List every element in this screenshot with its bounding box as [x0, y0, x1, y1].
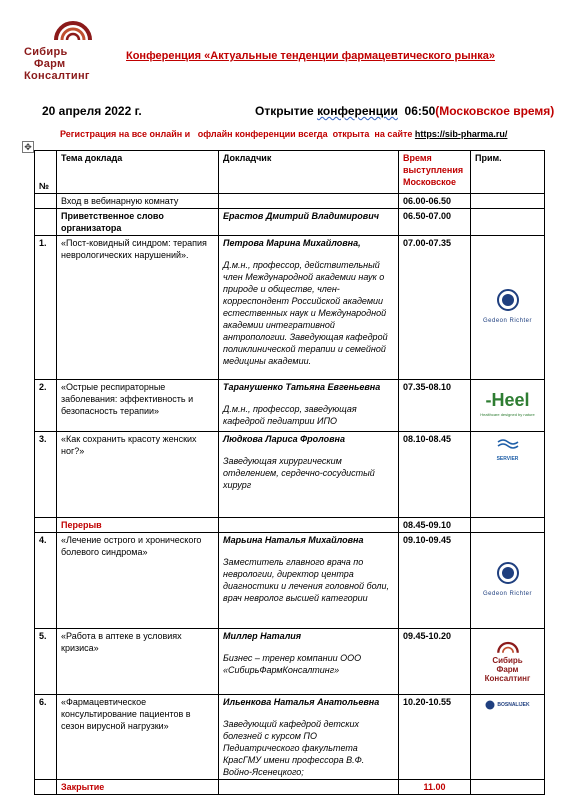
opening-line	[255, 104, 554, 118]
table-move-handle-icon[interactable]: ✥	[22, 141, 34, 153]
table-row	[35, 533, 545, 629]
header-num: №	[35, 151, 57, 194]
row-topic: «Фармацевтическое консультирование пациентов в сезон вирусной нагрузки»	[57, 695, 219, 780]
logo-arcs-icon	[496, 640, 520, 654]
row-time: 10.20-10.55	[399, 695, 471, 780]
sponsor-tagline: Healthcare designed by nature	[480, 411, 535, 417]
row-sponsor	[471, 236, 545, 380]
schedule-table	[34, 150, 545, 795]
bosnalijek-emblem-icon	[485, 700, 495, 710]
small-logo-line1: Сибирь	[492, 655, 523, 665]
speaker-desc: Заведующий кафедрой детских болезней с курсом ПО Педиатрического факультета КрасГМУ имени профессора В.Ф. Войно-Ясенецкого;	[223, 719, 365, 777]
row-time: 09.10-09.45	[399, 533, 471, 629]
row-sponsor	[471, 533, 545, 629]
gedeon-richter-emblem-icon	[496, 288, 520, 312]
header-time: Время выступления Московское	[399, 151, 471, 194]
table-row	[35, 209, 545, 236]
gedeon-richter-logo	[483, 288, 532, 327]
table-row	[35, 380, 545, 432]
gedeon-richter-emblem-icon	[496, 561, 520, 585]
row-topic: «Работа в аптеке в условиях кризиса»	[57, 629, 219, 695]
row-num: 1.	[35, 236, 57, 380]
speaker-name: Миллер Наталия	[223, 631, 302, 641]
row-topic: «Острые респираторные заболевания: эффективность и безопасность терапии»	[57, 380, 219, 432]
speaker-desc: Заведующая хирургическим отделением, сердечно-сосудистый хирург	[223, 456, 375, 490]
table-row	[35, 695, 545, 780]
conference-title: Конференция «Актуальные тенденции фармацевтического рынка»	[126, 50, 496, 62]
sponsor-name: -Heel	[485, 389, 530, 410]
row-speaker	[219, 695, 399, 780]
sponsor-name: BOSNALIJEK	[497, 702, 530, 708]
row-num: 5.	[35, 629, 57, 695]
entry-topic: Вход в вебинарную комнату	[57, 194, 219, 209]
registration-note	[60, 129, 507, 139]
table-row	[35, 194, 545, 209]
small-logo-line3: Консалтинг	[484, 673, 531, 683]
row-topic: «Лечение острого и хронического болевого синдрома»	[57, 533, 219, 629]
speaker-desc: Бизнес – тренер компании ООО «СибирьФармКонсалтинг»	[223, 653, 362, 675]
row-time: 09.45-10.20	[399, 629, 471, 695]
row-sponsor	[471, 432, 545, 518]
row-num: 3.	[35, 432, 57, 518]
greeting-time: 06.50-07.00	[399, 209, 471, 236]
logo-line1: Сибирь	[24, 46, 68, 58]
greeting-speaker: Ерастов Дмитрий Владимирович	[219, 209, 399, 236]
small-logo-line2: Фарм	[496, 664, 519, 674]
speaker-desc: Заместитель главного врача по неврологии, директор центра диагностики и лечения головной боли, врач невролог высшей категории	[223, 557, 389, 603]
table-row-closing	[35, 780, 545, 795]
closing-label: Закрытие	[57, 780, 219, 795]
row-sponsor	[471, 629, 545, 695]
table-header-row	[35, 151, 545, 194]
header-note: Прим.	[471, 151, 545, 194]
bosnalijek-logo	[485, 699, 529, 711]
row-time: 07.00-07.35	[399, 236, 471, 380]
entry-time: 06.00-06.50	[399, 194, 471, 209]
closing-time: 11.00	[399, 780, 471, 795]
speaker-name: Людкова Лариса Фроловна	[223, 434, 345, 444]
sponsor-name: Gedeon Richter	[482, 318, 533, 324]
break-label: Перерыв	[57, 518, 219, 533]
logo-line2: Фарм	[34, 58, 66, 70]
table-row	[35, 432, 545, 518]
table-row	[35, 236, 545, 380]
speaker-desc: Д.м.н., профессор, заведующая кафедрой педиатрии ИПО	[223, 404, 357, 426]
sponsor-name: Gedeon Richter	[482, 591, 533, 597]
row-speaker	[219, 432, 399, 518]
row-sponsor	[471, 695, 545, 780]
sibpharm-logo	[24, 10, 122, 82]
logo-arcs-icon	[52, 10, 94, 44]
opening-label-a: Открытие	[255, 104, 318, 118]
row-time: 08.10-08.45	[399, 432, 471, 518]
gedeon-richter-logo	[483, 561, 532, 600]
table-row-break	[35, 518, 545, 533]
speaker-name: Петрова Марина Михайловна,	[223, 238, 361, 248]
registration-link[interactable]: https://sib-pharma.ru/	[414, 129, 508, 139]
row-speaker	[219, 380, 399, 432]
header-topic: Тема доклада	[57, 151, 219, 194]
logo-line3: Консалтинг	[24, 70, 90, 82]
conference-date: 20 апреля 2022 г.	[42, 104, 142, 118]
row-num: 2.	[35, 380, 57, 432]
registration-text: Регистрация на все онлайн и офлайн конференции всегда открыта на сайте	[60, 129, 415, 139]
servier-wave-icon	[497, 438, 519, 450]
heel-logo	[480, 391, 534, 421]
row-speaker	[219, 533, 399, 629]
greeting-topic: Приветственное слово организатора	[57, 209, 219, 236]
sibpharm-small-logo	[485, 640, 531, 683]
break-time: 08.45-09.10	[399, 518, 471, 533]
row-sponsor	[471, 380, 545, 432]
row-topic: «Как сохранить красоту женских ног?»	[57, 432, 219, 518]
opening-time: 06:50	[397, 104, 436, 118]
row-speaker	[219, 629, 399, 695]
opening-timezone: (Московское время)	[435, 104, 555, 118]
header-speaker: Докладчик	[219, 151, 399, 194]
speaker-name: Марьина Наталья Михайловна	[223, 535, 364, 545]
row-topic: «Пост-ковидный синдром: терапия неврологических нарушений».	[57, 236, 219, 380]
speaker-name: Таранушенко Татьяна Евгеньевна	[223, 382, 381, 392]
speaker-name: Ильенкова Наталья Анатольевна	[223, 697, 380, 707]
sponsor-name: SERVIER	[496, 456, 519, 462]
opening-label-b: конференции	[317, 104, 398, 118]
speaker-desc: Д.м.н., профессор, действительный член Международной академии наук о природе и обществе, член-корреспондент Российской академии естественных наук и Международной академии интегративной антропологии. Заведующая кафедрой поликлинической терапии и семейной медицины академии.	[223, 260, 388, 366]
table-row	[35, 629, 545, 695]
row-num: 4.	[35, 533, 57, 629]
row-num: 6.	[35, 695, 57, 780]
row-time: 07.35-08.10	[399, 380, 471, 432]
servier-logo	[497, 438, 519, 465]
row-speaker	[219, 236, 399, 380]
